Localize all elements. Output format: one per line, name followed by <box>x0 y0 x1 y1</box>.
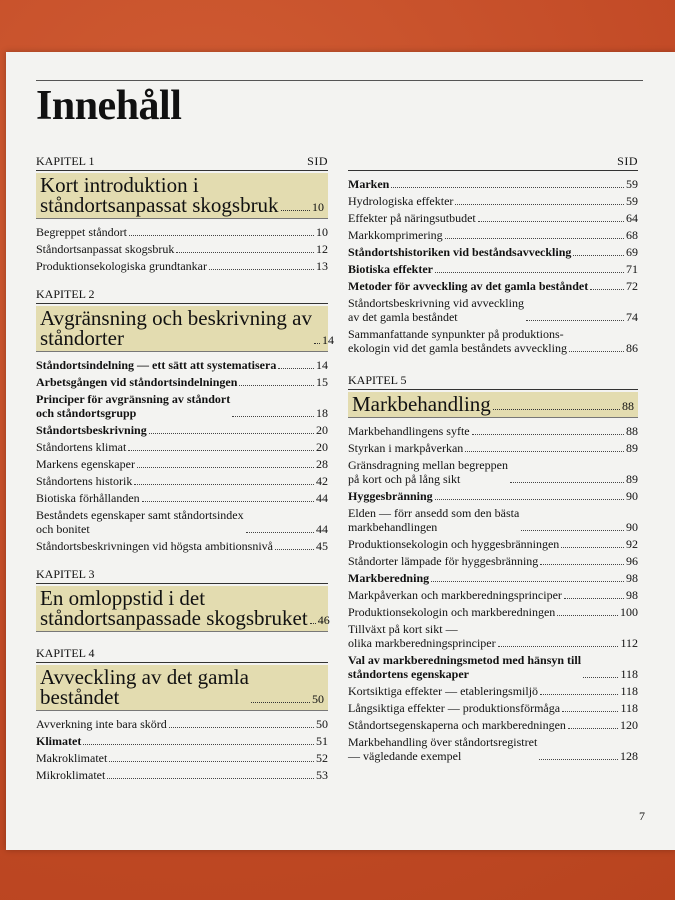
entry-page: 98 <box>626 571 638 585</box>
dot-leader <box>540 694 618 695</box>
chapter-banner <box>36 306 334 352</box>
chapter-title: Markbehandling <box>352 392 491 416</box>
dot-leader <box>435 499 624 500</box>
entry-text: Biotiska effekter <box>348 262 433 276</box>
dot-leader <box>391 187 624 188</box>
entry-text: Markbehandling över ståndortsregistret — vägledande exempel <box>348 735 538 763</box>
entry-text: Ståndortens klimat <box>36 440 127 454</box>
toc-entry <box>348 554 638 568</box>
chapter-page: 14 <box>321 333 334 347</box>
entry-text: Avverkning inte bara skörd <box>36 717 167 731</box>
dot-leader <box>314 343 320 344</box>
chapter-label: KAPITEL 1 <box>36 154 95 168</box>
toc-entry <box>348 424 638 438</box>
dot-leader <box>590 289 624 290</box>
entry-page: 64 <box>626 211 638 225</box>
entry-text: Markens egenskaper <box>36 457 135 471</box>
entry-page: 118 <box>620 667 638 681</box>
toc-entry <box>36 259 328 273</box>
entry-text: Markbehandlingens syfte <box>348 424 470 438</box>
dot-leader <box>137 467 314 468</box>
chapter-label-row <box>36 646 328 663</box>
toc-entry <box>36 392 328 420</box>
toc-entry <box>348 653 638 681</box>
entry-page: 98 <box>626 588 638 602</box>
dot-leader <box>478 221 624 222</box>
toc-entry <box>348 228 638 242</box>
entry-text: Produktionsekologin och markberedningen <box>348 605 556 619</box>
chapter-1 <box>36 154 328 273</box>
entry-text: Kortsiktiga effekter — etableringsmiljö <box>348 684 539 698</box>
entry-page: 89 <box>626 472 638 486</box>
entry-page: 88 <box>626 424 638 438</box>
dot-leader <box>142 501 314 502</box>
entry-text: Långsiktiga effekter — produktionsförmåga <box>348 701 561 715</box>
entry-text: Styrkan i markpåverkan <box>348 441 464 455</box>
toc-entry <box>348 571 638 585</box>
entry-page: 45 <box>316 539 328 553</box>
chapter-banner <box>36 586 328 632</box>
dot-leader <box>557 615 618 616</box>
dot-leader <box>455 204 624 205</box>
entry-page: 120 <box>620 718 638 732</box>
entry-text: Marken <box>348 177 390 191</box>
dot-leader <box>107 778 314 779</box>
entry-text: Produktionsekologin och hyggesbränningen <box>348 537 560 551</box>
dot-leader <box>526 320 624 321</box>
entry-text: Elden — förr ansedd som den bästa markbehandlingen <box>348 506 520 534</box>
entry-text: Produktionsekologiska grundtankar <box>36 259 207 273</box>
toc-entry <box>348 718 638 732</box>
toc-entry <box>348 622 638 650</box>
dot-leader <box>176 252 314 253</box>
entry-page: 44 <box>316 522 328 536</box>
dot-leader <box>564 598 624 599</box>
top-rule <box>36 80 643 81</box>
chapter-entries <box>36 358 328 553</box>
entry-page: 71 <box>626 262 638 276</box>
entry-page: 20 <box>316 440 328 454</box>
dot-leader <box>281 210 310 211</box>
entry-page: 14 <box>316 358 328 372</box>
dot-leader <box>472 434 624 435</box>
entry-text: Sammanfattande synpunkter på produktions- ekologin vid det gamla beståndets avveckling <box>348 327 567 355</box>
entry-text: Ståndortsanpassat skogsbruk <box>36 242 175 256</box>
entry-page: 50 <box>316 717 328 731</box>
dot-leader <box>510 482 624 483</box>
chapter-banner <box>348 392 638 418</box>
toc-entry <box>36 225 328 239</box>
chapter-entries <box>348 424 638 763</box>
toc-entry <box>36 423 328 437</box>
chapter-label-row <box>36 154 328 171</box>
right-column <box>348 154 638 777</box>
entry-text: Hyggesbränning <box>348 489 433 503</box>
dot-leader <box>540 564 624 565</box>
dot-leader <box>251 702 310 703</box>
entry-page: 42 <box>316 474 328 488</box>
entry-page: 69 <box>626 245 638 259</box>
toc-entry <box>36 242 328 256</box>
dot-leader <box>209 269 314 270</box>
dot-leader <box>310 623 316 624</box>
toc-entry <box>36 375 328 389</box>
right-sid-header <box>348 154 638 171</box>
chapter-page: 10 <box>312 200 324 214</box>
entry-page: 59 <box>626 194 638 208</box>
dot-leader <box>569 351 624 352</box>
entry-text: Ståndorter lämpade för hyggesbränning <box>348 554 539 568</box>
right-entries <box>348 177 638 355</box>
entry-page: 59 <box>626 177 638 191</box>
dot-leader <box>232 416 314 417</box>
chapter-banner <box>36 665 328 711</box>
entry-page: 20 <box>316 423 328 437</box>
chapter-entries <box>36 717 328 782</box>
chapter-2 <box>36 287 334 553</box>
toc-entry <box>36 474 328 488</box>
toc-entry <box>348 262 638 276</box>
dot-leader <box>246 532 314 533</box>
chapter-page: 50 <box>312 692 324 706</box>
toc-entry <box>348 489 638 503</box>
entry-text: Ståndortsbeskrivning <box>36 423 147 437</box>
dot-leader <box>169 727 314 728</box>
chapter-title: En omloppstid i det ståndortsanpassade skogsbruket <box>40 586 308 630</box>
entry-text: Biotiska förhållanden <box>36 491 140 505</box>
chapter-label: KAPITEL 5 <box>348 373 407 387</box>
entry-text: Ståndortshistoriken vid beståndsavveckling <box>348 245 572 259</box>
entry-page: 44 <box>316 491 328 505</box>
entry-page: 100 <box>620 605 638 619</box>
entry-text: Klimatet <box>36 734 82 748</box>
chapter-page: 88 <box>622 399 634 413</box>
dot-leader <box>239 385 314 386</box>
chapter-page: 46 <box>317 613 330 627</box>
entry-page: 68 <box>626 228 638 242</box>
dot-leader <box>573 255 624 256</box>
chapter-title: Kort introduktion i ståndortsanpassat skogsbruk <box>40 173 279 217</box>
chapter-3 <box>36 567 328 632</box>
dot-leader <box>493 409 620 410</box>
page-title: Innehåll <box>36 83 182 129</box>
dot-leader <box>129 235 314 236</box>
chapter-label: KAPITEL 3 <box>36 567 95 581</box>
entry-page: 28 <box>316 457 328 471</box>
entry-page: 90 <box>626 489 638 503</box>
toc-entry <box>348 279 638 293</box>
toc-entry <box>348 588 638 602</box>
dot-leader <box>498 646 619 647</box>
dot-leader <box>521 530 624 531</box>
toc-entry <box>36 539 328 553</box>
chapter-entries <box>36 225 328 273</box>
dot-leader <box>435 272 624 273</box>
entry-page: 52 <box>316 751 328 765</box>
toc-entry <box>36 717 328 731</box>
entry-page: 13 <box>316 259 328 273</box>
toc-entry <box>348 684 638 698</box>
toc-entry <box>348 537 638 551</box>
toc-entry <box>348 194 638 208</box>
dot-leader <box>568 728 618 729</box>
entry-text: Arbetsgången vid ståndortsindelningen <box>36 375 238 389</box>
dot-leader <box>128 450 314 451</box>
toc-entry <box>348 701 638 715</box>
dot-leader <box>83 744 314 745</box>
toc-entry <box>36 440 328 454</box>
toc-entry <box>36 751 328 765</box>
chapter-label: KAPITEL 4 <box>36 646 95 660</box>
dot-leader <box>149 433 314 434</box>
entry-page: 118 <box>620 701 638 715</box>
toc-entry <box>348 327 638 355</box>
toc-entry <box>348 245 638 259</box>
chapter-banner <box>36 173 328 219</box>
entry-page: 89 <box>626 441 638 455</box>
chapter-label-row <box>348 373 638 390</box>
toc-entry <box>348 605 638 619</box>
entry-page: 12 <box>316 242 328 256</box>
dot-leader <box>275 549 314 550</box>
entry-page: 72 <box>626 279 638 293</box>
toc-entry <box>348 735 638 763</box>
dot-leader <box>278 368 314 369</box>
entry-page: 51 <box>316 734 328 748</box>
book-page <box>6 52 675 850</box>
entry-text: Principer för avgränsning av ståndort och ståndortsgrupp <box>36 392 231 420</box>
entry-text: Ståndortsbeskrivningen vid högsta ambitionsnivå <box>36 539 273 553</box>
entry-page: 18 <box>316 406 328 420</box>
page-number: 7 <box>639 809 645 823</box>
entry-text: Markkomprimering <box>348 228 443 242</box>
entry-page: 86 <box>626 341 638 355</box>
entry-page: 90 <box>626 520 638 534</box>
sid-label: SID <box>617 154 638 168</box>
entry-text: Val av markberedningsmetod med hänsyn till ståndortens egenskaper <box>348 653 582 681</box>
toc-entry <box>348 506 638 534</box>
entry-text: Tillväxt på kort sikt — olika markberedningsprinciper <box>348 622 496 650</box>
entry-text: Ståndortsindelning — ett sätt att systematisera <box>36 358 277 372</box>
entry-page: 10 <box>316 225 328 239</box>
entry-page: 92 <box>626 537 638 551</box>
entry-text: Ståndortsbeskrivning vid avveckling av det gamla beståndet <box>348 296 524 324</box>
toc-entry <box>36 358 328 372</box>
entry-text: Mikroklimatet <box>36 768 106 782</box>
dot-leader <box>431 581 624 582</box>
chapter-title: Avgränsning och beskrivning av ståndorter <box>40 306 312 350</box>
dot-leader <box>465 451 624 452</box>
dot-leader <box>539 759 618 760</box>
sid-label: SID <box>307 154 328 168</box>
dot-leader <box>134 484 314 485</box>
entry-text: Beståndets egenskaper samt ståndortsindex och bonitet <box>36 508 244 536</box>
chapter-label-row <box>36 567 328 584</box>
toc-entry <box>348 211 638 225</box>
entry-page: 112 <box>620 636 638 650</box>
chapter-4 <box>36 646 328 782</box>
dot-leader <box>109 761 314 762</box>
chapter-title: Avveckling av det gamla beståndet <box>40 665 249 709</box>
entry-text: Makroklimatet <box>36 751 108 765</box>
toc-entry <box>36 457 328 471</box>
entry-page: 15 <box>316 375 328 389</box>
entry-text: Markberedning <box>348 571 430 585</box>
entry-page: 96 <box>626 554 638 568</box>
toc-entry <box>348 441 638 455</box>
chapter-5 <box>348 373 638 763</box>
toc-entry <box>36 508 328 536</box>
dot-leader <box>583 677 618 678</box>
dot-leader <box>445 238 624 239</box>
toc-entry <box>348 296 638 324</box>
toc-entry <box>36 734 328 748</box>
entry-text: Ståndortsegenskaperna och markberedningen <box>348 718 566 732</box>
toc-entry <box>36 768 328 782</box>
toc-entry <box>348 177 638 191</box>
entry-text: Ståndortens historik <box>36 474 133 488</box>
entry-page: 128 <box>620 749 638 763</box>
chapter-label: KAPITEL 2 <box>36 287 95 301</box>
entry-page: 118 <box>620 684 638 698</box>
dot-leader <box>561 547 624 548</box>
entry-text: Effekter på näringsutbudet <box>348 211 476 225</box>
toc-entry <box>36 491 328 505</box>
entry-text: Begreppet ståndort <box>36 225 127 239</box>
entry-text: Hydrologiska effekter <box>348 194 454 208</box>
entry-text: Metoder för avveckling av det gamla beståndet <box>348 279 589 293</box>
entry-text: Gränsdragning mellan begreppen på kort och på lång sikt <box>348 458 508 486</box>
left-column <box>36 154 334 796</box>
chapter-label-row <box>36 287 328 304</box>
entry-page: 53 <box>316 768 328 782</box>
toc-entry <box>348 458 638 486</box>
entry-text: Markpåverkan och markberedningsprinciper <box>348 588 562 602</box>
entry-page: 74 <box>626 310 638 324</box>
dot-leader <box>562 711 618 712</box>
